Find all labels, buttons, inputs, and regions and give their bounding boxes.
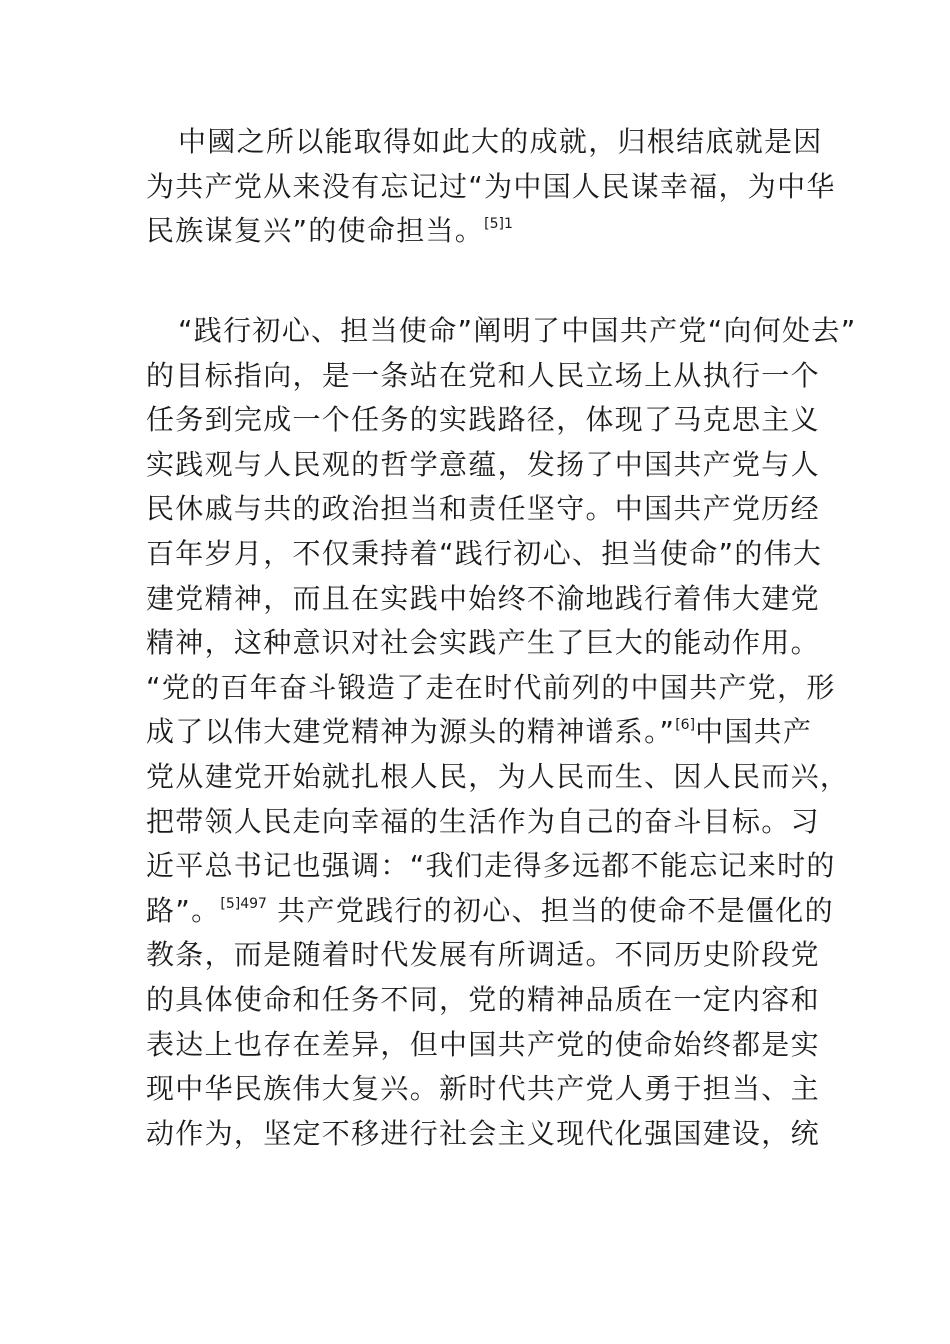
text-line [146,666,836,711]
text-line [146,933,820,978]
text-line [146,577,820,622]
text-line [146,800,820,845]
citation-ref: [5]497 [220,895,267,912]
line-text: 教条，而是随着时代发展有所调适。不同历史阶段党 [146,938,820,972]
line-text: 建党精神，而且在实践中始终不渝地践行着伟大建党 [146,581,820,615]
line-text: 路”。 [146,893,221,927]
text-line [146,710,816,755]
text-line [146,1112,820,1157]
text-line [146,309,857,354]
line-text: 近平总书记也强调：“我们走得多远都不能忘记来时的 [146,849,836,883]
line-text: 党从建党开始就扎根人民，为人民而生、因人民而兴， [146,759,850,793]
line-text: “践行初心、担当使命”阐明了中国共产党“向何处去” [178,314,857,347]
text-line [146,1023,820,1068]
paragraph-1 [146,120,836,254]
line-text: 任务到完成一个任务的实践路径，体现了马克思主义 [146,403,820,437]
line-text-after: 共产党践行的初心、担当的使命不是僵化的 [266,893,834,927]
line-text-after: 中国共产 [695,715,813,749]
citation-ref: [6] [675,717,696,734]
text-line [146,844,836,889]
text-line [146,443,820,488]
text-line [146,1067,820,1112]
line-text: 实践观与人民观的哲学意蕴，发扬了中国共产党与人 [146,447,820,481]
line-text: 现中华民族伟大复兴。新时代共产党人勇于担当、主 [146,1072,820,1106]
text-line [146,209,816,254]
line-text: 的具体使命和任务不同，党的精神品质在一定内容和 [146,982,820,1016]
line-text: 精神，这种意识对社会实践产生了巨大的能动作用。 [146,626,820,660]
line-text: 民族谋复兴”的使命担当。 [146,214,485,248]
line-text: 成了以伟大建党精神为源头的精神谱系。” [146,715,676,749]
text-line [146,978,820,1023]
text-line [146,532,823,577]
text-line [146,487,820,532]
text-line [146,755,850,800]
paragraph-2 [146,309,857,1156]
citation-ref: [5]1 [484,216,513,233]
text-line [146,165,836,210]
line-text: 表达上也存在差异，但中国共产党的使命始终都是实 [146,1027,820,1061]
text-line [146,889,834,934]
text-line [146,120,823,165]
line-text: 动作为，坚定不移进行社会主义现代化强国建设，统 [146,1116,820,1150]
line-text: 的目标指向，是一条站在党和人民立场上从执行一个 [146,358,820,392]
line-text: 把带领人民走向幸福的生活作为自己的奋斗目标。习 [146,804,820,838]
text-line [146,354,820,399]
line-text: 民休戚与共的政治担当和责任坚守。中国共产党历经 [146,492,820,526]
text-line [146,621,820,666]
line-text: “党的百年奋斗锻造了走在时代前列的中国共产党，形 [146,670,836,704]
line-text: 为共产党从来没有忘记过“为中国人民谋幸福，为中华 [146,169,836,203]
text-line [146,398,820,443]
line-text: 百年岁月，不仅秉持着“践行初心、担当使命”的伟大 [146,536,823,570]
line-text: 中國之所以能取得如此大的成就，归根结底就是因 [178,125,823,158]
